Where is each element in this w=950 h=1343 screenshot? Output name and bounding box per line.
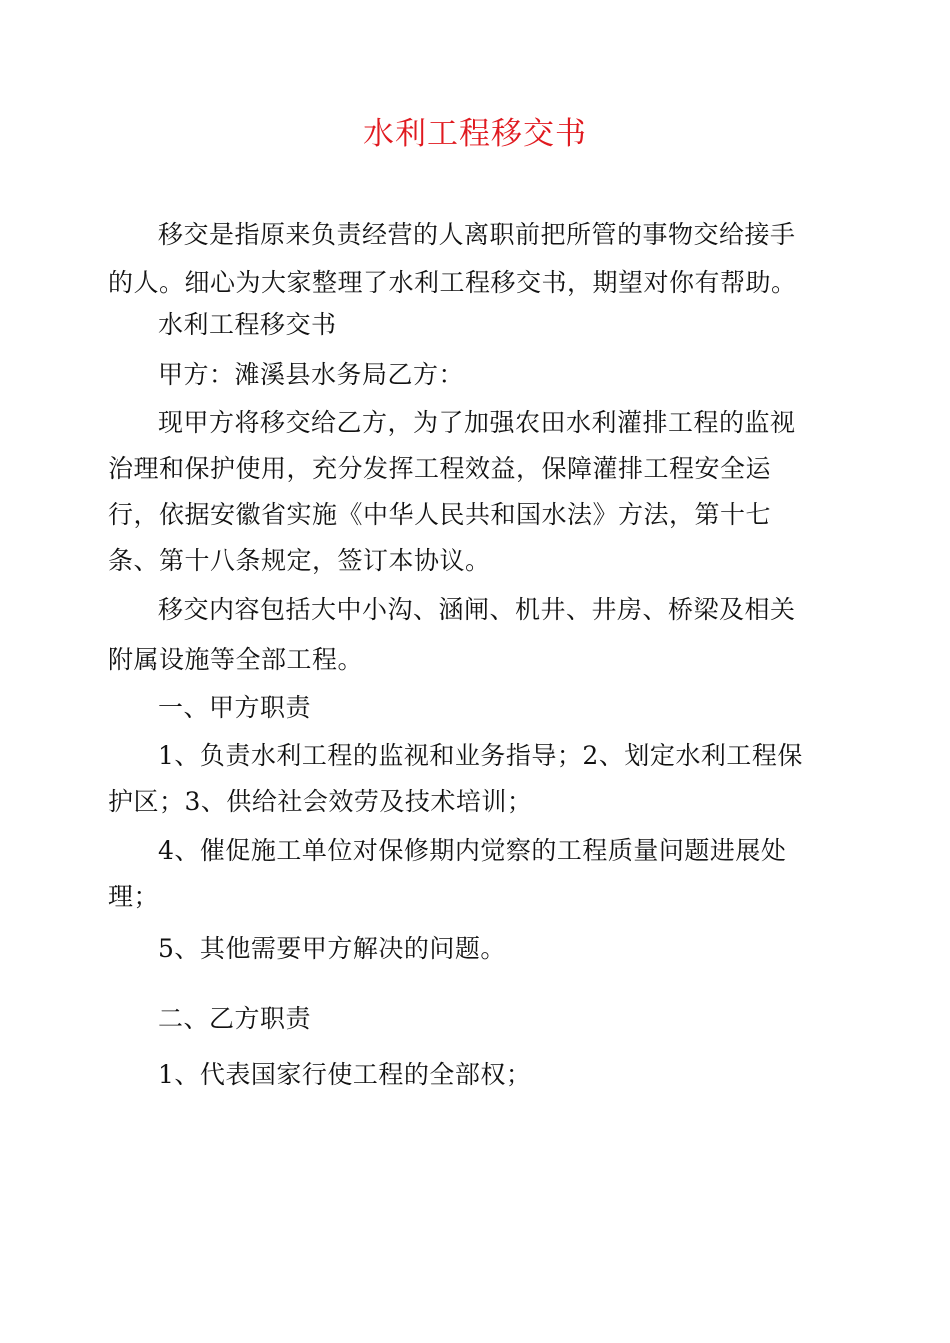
document-title: 水利工程移交书 — [363, 116, 587, 152]
section-heading-party-a — [108, 685, 808, 731]
paragraph-line: 二、乙方职责 — [158, 1004, 312, 1033]
paragraph-intro — [108, 212, 808, 306]
paragraph-party-a-duties — [108, 733, 808, 825]
paragraph-scope — [108, 587, 808, 683]
paragraph-agreement — [108, 400, 808, 584]
paragraph-line: 移交内容包括大中小沟、涵闸、机井、井房、桥梁及相关 — [158, 595, 796, 624]
paragraph-line: 的人。细心为大家整理了水利工程移交书，期望对你有帮助。 — [108, 268, 797, 297]
paragraph-line: 条、第十八条规定，签订本协议。 — [108, 546, 491, 575]
section-heading-party-b — [108, 996, 808, 1042]
paragraph-line: 理； — [108, 882, 160, 911]
paragraph-line: 4、催促施工单位对保修期内觉察的工程质量问题进展处 — [158, 836, 787, 865]
paragraph-parties — [108, 352, 808, 398]
paragraph-party-a-duty-4 — [108, 828, 808, 920]
paragraph-line: 水利工程移交书 — [158, 310, 337, 339]
paragraph-line: 1、代表国家行使工程的全部权； — [158, 1060, 532, 1089]
paragraph-party-a-duty-5 — [108, 926, 808, 972]
paragraph-line: 5、其他需要甲方解决的问题。 — [158, 934, 506, 963]
paragraph-line: 1、负责水利工程的监视和业务指导；2、划定水利工程保 — [158, 741, 803, 770]
paragraph-line: 一、甲方职责 — [158, 693, 312, 722]
paragraph-party-b-duty-1 — [108, 1052, 808, 1098]
paragraph-heading-title — [108, 302, 808, 348]
paragraph-line: 护区；3、供给社会效劳及技术培训； — [108, 787, 533, 816]
paragraph-line: 行，依据安徽省实施《中华人民共和国水法》方法，第十七 — [108, 500, 772, 529]
paragraph-line: 甲方：滩溪县水务局乙方： — [158, 360, 465, 389]
paragraph-line: 移交是指原来负责经营的人离职前把所管的事物交给接手 — [158, 220, 796, 249]
paragraph-line: 附属设施等全部工程。 — [108, 645, 364, 674]
paragraph-line: 现甲方将移交给乙方，为了加强农田水利灌排工程的监视 — [158, 408, 796, 437]
paragraph-line: 治理和保护使用，充分发挥工程效益，保障灌排工程安全运 — [108, 454, 772, 483]
